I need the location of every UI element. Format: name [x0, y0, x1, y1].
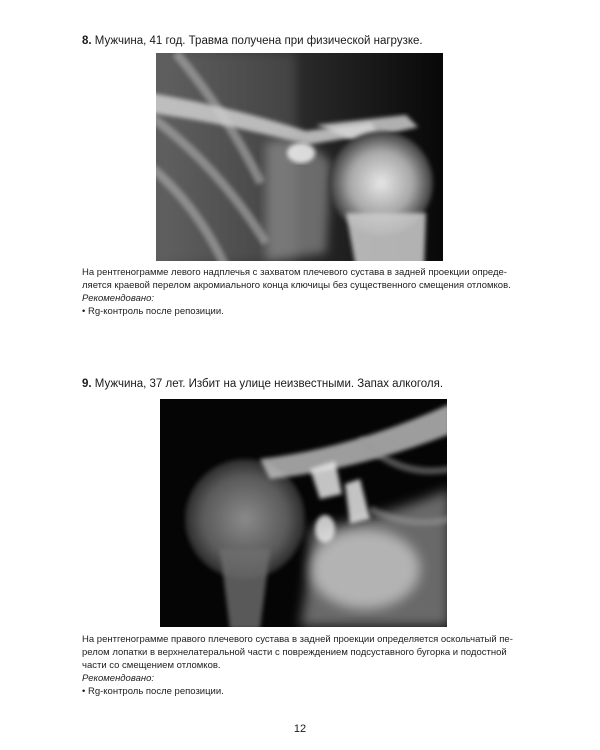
- case-9-title: [82, 377, 443, 391]
- case-9-recommendation-item: • Rg-контроль после репозиции.: [82, 686, 224, 697]
- page-number: 12: [293, 723, 307, 735]
- case-8-description-line-1: На рентгенограмме левого надплечья с захватом плечевого сустава в задней проекции опреде-: [82, 267, 507, 278]
- case-9-description-line-3: части со смещением отломков.: [82, 660, 221, 671]
- case-8-title-text: Мужчина, 41 год. Травма получена при физической нагрузке.: [94, 35, 423, 47]
- case-9-recommended-label: Рекомендовано:: [82, 673, 155, 684]
- case-9-xray-image: [160, 399, 447, 627]
- case-9-description: [82, 633, 542, 698]
- case-9-number: 9.: [82, 378, 92, 390]
- case-8-title: [82, 34, 423, 48]
- case-8-recommended-label: Рекомендовано:: [82, 293, 155, 304]
- case-8-number: 8.: [82, 35, 92, 47]
- case-9-description-line-1: На рентгенограмме правого плечевого сустава в задней проекции определяется оскольчатый пе-: [82, 634, 513, 645]
- case-8-recommendation-item: • Rg-контроль после репозиции.: [82, 306, 224, 317]
- case-8-description-line-2: ляется краевой перелом акромиального конца ключицы без существенного смещения отломков.: [82, 280, 511, 291]
- case-9-description-line-2: релом лопатки в верхнелатеральной части с повреждением подсуставного бугорка и подостной: [82, 647, 507, 658]
- case-8-description: [82, 266, 542, 318]
- case-8-xray-image: [156, 53, 443, 261]
- case-9-title-text: Мужчина, 37 лет. Избит на улице неизвестными. Запах алкоголя.: [94, 378, 444, 390]
